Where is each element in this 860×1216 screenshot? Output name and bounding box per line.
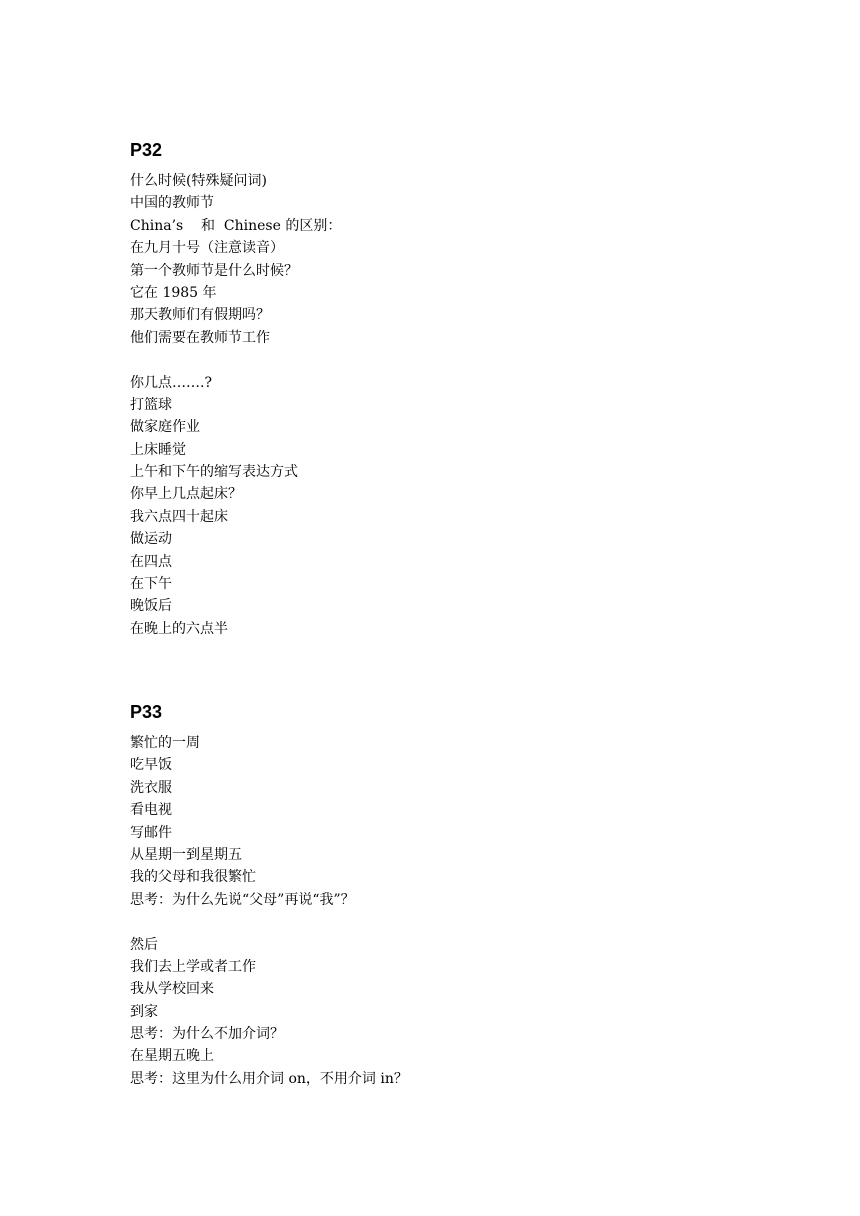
section-lines (130, 170, 810, 640)
section-lines (130, 732, 810, 1090)
text-line: 上床睡觉 (130, 441, 186, 458)
text-line: 晚饭后 (130, 598, 172, 615)
text-line: 上午和下午的缩写表达方式 (130, 464, 298, 481)
text-line: 在晚上的六点半 (130, 620, 228, 637)
text-line: 思考：这里为什么用介词 on，不用介词 in？ (130, 1070, 408, 1087)
section-heading: P33 (130, 702, 163, 722)
text-line: 打篮球 (130, 396, 172, 413)
text-line: 它在 1985 年 (130, 284, 217, 301)
text-line: 你早上几点起床？ (130, 486, 242, 503)
text-line: 我六点四十起床 (130, 508, 228, 525)
text-line: 第一个教师节是什么时候？ (130, 262, 298, 279)
text-line: 写邮件 (130, 824, 172, 841)
text-line: 洗衣服 (130, 779, 172, 796)
text-line: 从星期一到星期五 (130, 846, 242, 863)
text-line: 思考：为什么先说“父母”再说“我”？ (130, 891, 355, 908)
text-line: 中国的教师节 (130, 195, 214, 212)
text-line: 我们去上学或者工作 (130, 958, 256, 975)
section-p32 (130, 138, 810, 640)
text-line: China’s 和 Chinese 的区别： (130, 217, 342, 234)
text-line: 做运动 (130, 531, 172, 548)
text-line: 到家 (130, 1003, 158, 1020)
text-line: 什么时候(特殊疑问词) (130, 173, 267, 189)
text-line: 思考：为什么不加介词？ (130, 1026, 284, 1043)
text-line: 在四点 (130, 553, 172, 570)
text-line: 吃早饭 (130, 757, 172, 774)
text-line: 我的父母和我很繁忙 (130, 869, 256, 886)
text-line: 在九月十号（注意读音） (130, 240, 284, 257)
text-line: 他们需要在教师节工作 (130, 329, 270, 346)
text-line: 在星期五晚上 (130, 1048, 214, 1065)
blank-line (130, 349, 810, 371)
text-line: 繁忙的一周 (130, 735, 200, 751)
text-line: 那天教师们有假期吗？ (130, 307, 270, 324)
section-heading: P32 (130, 140, 163, 160)
text-line: 看电视 (130, 802, 172, 819)
text-line: 做家庭作业 (130, 419, 200, 436)
text-line: 在下午 (130, 576, 172, 593)
text-line: 我从学校回来 (130, 981, 214, 998)
text-line: 然后 (130, 936, 158, 953)
text-line: 你几点…….? (130, 374, 212, 391)
blank-line (130, 911, 810, 933)
section-p33 (130, 700, 810, 1090)
